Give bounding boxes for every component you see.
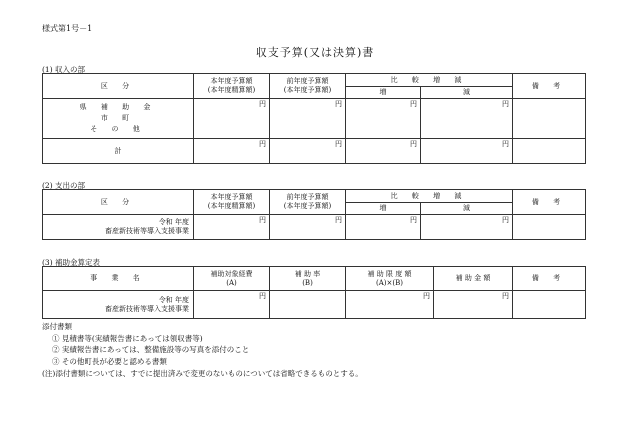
income-col-current: [194, 74, 270, 99]
subsidy-col-rate-line1: 補 助 率: [294, 269, 321, 278]
income-current-cell: 円: [194, 99, 270, 139]
subsidy-amount-cell: 円: [434, 291, 513, 319]
income-col-category: 区 分: [43, 74, 194, 99]
attachments-note: (注)添付書類については、すでに提出済みで変更のないものについては省略できるものとする。: [42, 368, 363, 378]
income-total-decrease: 円: [421, 139, 513, 164]
income-total-label: 計: [43, 139, 194, 164]
expense-table: [42, 189, 586, 240]
expense-col-current: [194, 190, 270, 215]
expense-col-previous: [270, 190, 346, 215]
subsidy-col-rate: [270, 267, 346, 291]
subsidy-item-year: 令和 年度: [158, 295, 189, 304]
subsidy-table: [42, 266, 586, 319]
income-items: [43, 99, 194, 139]
income-total-previous: 円: [270, 139, 346, 164]
expense-col-compare: 比 較 増 減: [346, 190, 513, 203]
income-item-other: そ の 他: [90, 125, 146, 134]
income-col-current-line1: 本年度予算額: [210, 77, 253, 86]
expense-heading: (2) 支出の部: [42, 181, 86, 190]
subsidy-col-rate-line2: (B): [302, 278, 313, 287]
attachment-item-3: ③ その他町長が必要と認める書類: [52, 356, 167, 366]
income-col-current-line2: (本年度精算額): [207, 86, 256, 94]
expense-item-year: 令和 年度: [158, 218, 189, 227]
subsidy-rate-cell: [270, 291, 346, 319]
subsidy-item-project: 畜産新技術等導入支援事業: [105, 304, 189, 313]
subsidy-heading: (3) 補助金算定表: [42, 258, 101, 267]
subsidy-col-expense-line2: (A): [226, 278, 237, 287]
income-previous-cell: 円: [270, 99, 346, 139]
expense-col-remarks: 備 考: [513, 190, 586, 215]
income-col-remarks: 備 考: [513, 74, 586, 99]
income-total-remarks: [513, 139, 586, 164]
subsidy-col-limit-line1: 補 助 限 度 額: [367, 269, 412, 278]
income-remarks-cell: [513, 99, 586, 139]
attachment-item-2: ② 実績報告書にあっては、整備施設等の写真を添付のこと: [52, 345, 250, 355]
subsidy-col-expense: [194, 267, 270, 291]
income-col-increase: 増: [346, 87, 421, 99]
subsidy-col-limit: [346, 267, 434, 291]
income-col-previous: [270, 74, 346, 99]
expense-col-current-line2: (本年度精算額): [207, 202, 256, 210]
expense-item-project: 畜産新技術等導入支援事業: [105, 227, 189, 235]
form-number: 様式第1号－1: [42, 24, 93, 33]
expense-col-previous-line1: 前年度予算額: [286, 193, 329, 202]
expense-current-cell: 円: [194, 215, 270, 240]
expense-col-current-line1: 本年度予算額: [210, 193, 253, 202]
expense-decrease-cell: 円: [421, 215, 513, 240]
subsidy-limit-cell: 円: [346, 291, 434, 319]
expense-col-category: 区 分: [43, 190, 194, 215]
income-total-increase: 円: [346, 139, 421, 164]
expense-increase-cell: 円: [346, 215, 421, 240]
income-col-compare: 比 較 増 減: [346, 74, 513, 87]
subsidy-expense-cell: 円: [194, 291, 270, 319]
income-item-prefecture: 県 補 助 金: [79, 102, 157, 111]
attachment-item-1: ① 見積書等(実績報告書にあっては領収書等): [52, 333, 203, 343]
expense-col-increase: 増: [346, 203, 421, 215]
subsidy-col-limit-line2: (A)×(B): [376, 278, 403, 287]
attachments-heading: 添付書類: [42, 322, 72, 331]
income-col-previous-line1: 前年度予算額: [286, 77, 329, 86]
income-item-municipal: 市 町: [100, 113, 136, 122]
subsidy-col-expense-line1: 補助対象経費: [210, 269, 253, 278]
expense-remarks-cell: [513, 215, 586, 240]
income-heading: (1) 収入の部: [42, 65, 86, 74]
income-total-current: 円: [194, 139, 270, 164]
attachments-section: [42, 321, 363, 379]
income-decrease-cell: 円: [421, 99, 513, 139]
subsidy-col-remarks: 備 考: [513, 267, 586, 291]
page-title: 収支予算(又は決算)書: [255, 46, 375, 59]
income-increase-cell: 円: [346, 99, 421, 139]
expense-col-decrease: 減: [421, 203, 513, 215]
income-table: [42, 73, 586, 164]
expense-previous-cell: 円: [270, 215, 346, 240]
income-col-previous-line2: (本年度予算額): [283, 86, 332, 94]
subsidy-col-amount: 補 助 金 額: [434, 267, 513, 291]
income-col-decrease: 減: [421, 87, 513, 99]
subsidy-item: [43, 291, 194, 319]
expense-col-previous-line2: (本年度予算額): [283, 202, 332, 210]
subsidy-remarks-cell: [513, 291, 586, 319]
expense-item: [43, 215, 194, 240]
subsidy-col-project: 事 業 名: [43, 267, 194, 291]
